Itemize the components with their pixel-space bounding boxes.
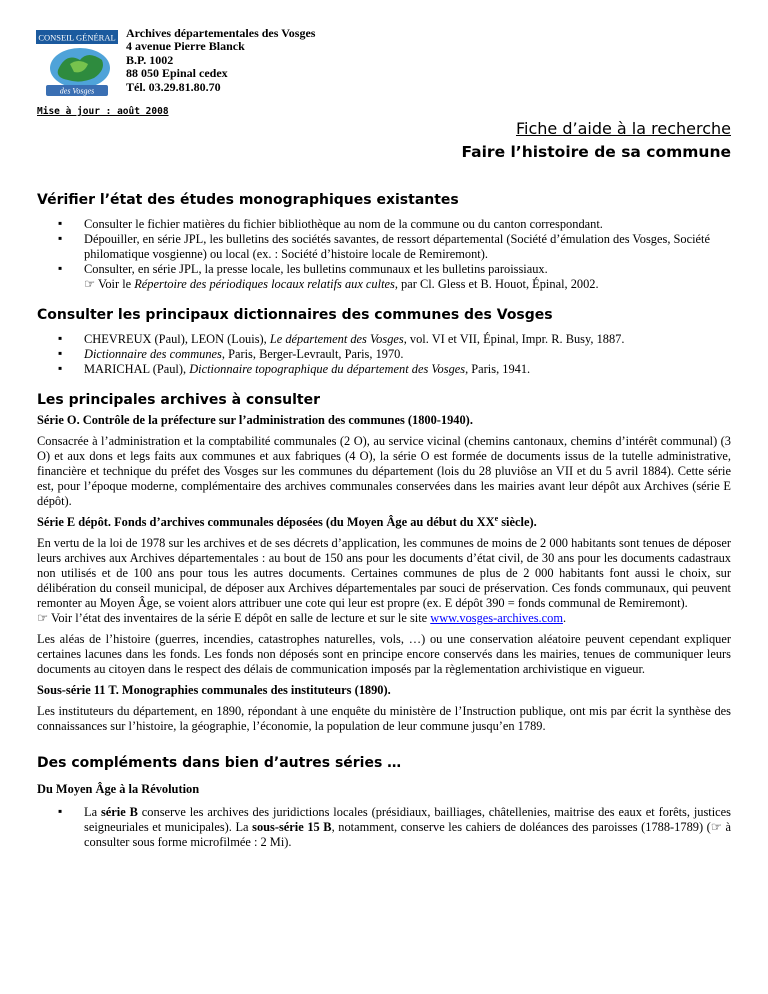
list-item <box>37 362 731 377</box>
reference-note <box>37 277 731 292</box>
item-text: La <box>84 805 101 819</box>
list-item <box>37 332 731 347</box>
item-text: , notamment, conserve les cahiers de doléances des paroisses (1788-1789) (☞ à consulter sous forme microfilmée : 2 Mi). <box>84 820 731 849</box>
note-suffix: , par Cl. Gless et B. Houot, Épinal, 2002. <box>394 277 599 291</box>
address-line: Tél. 03.29.81.80.70 <box>126 79 221 94</box>
section-complements <box>37 754 731 850</box>
period-subheading: Du Moyen Âge à la Révolution <box>37 782 200 796</box>
logo-top-text: CONSEIL GÉNÉRAL <box>38 32 116 43</box>
section-monographies <box>37 191 731 292</box>
section-heading: Les principales archives à consulter <box>37 392 321 408</box>
serie-o-title: Série O. Contrôle de la préfecture sur l’administration des communes (1800-1940). <box>37 413 473 427</box>
item-details: , Paris, Berger-Levrault, Paris, 1970. <box>221 347 404 361</box>
note-suffix: . <box>562 611 567 625</box>
subject-title: Faire l’histoire de sa commune <box>461 143 731 161</box>
bullet-list <box>37 805 731 850</box>
item-title: Le département des Vosges <box>269 332 404 346</box>
item-text: conserve les archives des juridictions locales (présidiaux, bailliages, châtellenies, maitrise des eaux et forêts, justices seigneuriales et municipales). La <box>84 805 731 834</box>
conseil-general-logo <box>36 30 118 98</box>
item-author: CHEVREUX (Paul), LEON (Louis), <box>84 332 270 346</box>
address-line: 4 avenue Pierre Blanck <box>126 39 245 54</box>
item-title: Dictionnaire des communes <box>84 347 222 361</box>
fiche-title: Fiche d’aide à la recherche <box>515 119 731 138</box>
list-item <box>37 805 731 850</box>
item-author: MARICHAL (Paul), <box>84 362 190 376</box>
list-item: ▪ Consulter le fichier matières du fichier bibliothèque au nom de la commune ou du canton correspondant. <box>37 217 731 232</box>
serie-e-title <box>37 515 731 530</box>
logo-bottom-text: des Vosges <box>59 86 95 96</box>
bullet-list <box>37 332 731 377</box>
section-heading: Consulter les principaux dictionnaires des communes des Vosges <box>37 307 553 323</box>
item-details: , vol. VI et VII, Épinal, Impr. R. Busy, 1887. <box>403 332 625 346</box>
serie-e-note <box>37 611 731 626</box>
list-item: ▪ Dépouiller, en série JPL, les bulletins des sociétés savantes, de ressort départemental (Société d’émulation des Vosges, Société philomatique vosgienne) ou local (ex. : Société d’histoire locale de Remiremont). <box>37 232 731 262</box>
update-date: Mise à jour : août 2008 <box>37 106 169 117</box>
section-heading: Vérifier l’état des études monographiques existantes <box>37 192 459 208</box>
item-serie-15b: sous-série 15 B <box>252 820 332 834</box>
note-title: Répertoire des périodiques locaux relatifs aux cultes <box>134 277 395 291</box>
archives-website-link[interactable]: www.vosges-archives.com <box>430 611 563 625</box>
serie-t-title: Sous-série 11 T. Monographies communales des instituteurs (1890). <box>37 683 391 697</box>
item-details: , Paris, 1941. <box>465 362 531 376</box>
note-prefix: ☞ Voir le <box>84 277 135 291</box>
list-item: ▪ Consulter, en série JPL, la presse locale, les bulletins communaux et les bulletins paroissiaux. <box>37 262 731 277</box>
item-title: Dictionnaire topographique du département des Vosges <box>189 362 466 376</box>
bullet-list <box>37 217 731 277</box>
section-heading: Des compléments dans bien d’autres séries … <box>37 755 402 771</box>
aleas-text: Les aléas de l’histoire (guerres, incendies, catastrophes naturelles, vols, …) ou une conservation aléatoire peuvent cependant expliquer certaines lacunes dans les fonds. Les fonds non déposés sont en principe encore conservés dans les mairies, tenues de communiquer leurs documents au citoyen dans le respect des délais de communication imposés par la règlementation archivistique en vigueur. <box>37 632 731 676</box>
note-prefix: ☞ Voir l’état des inventaires de la série E dépôt en salle de lecture et sur le site <box>37 611 431 625</box>
address-line: 88 050 Epinal cedex <box>126 66 228 81</box>
main-content <box>37 191 731 862</box>
address-line: B.P. 1002 <box>126 52 174 67</box>
item-serie-b: série B <box>100 805 138 819</box>
address-line: Archives départementales des Vosges <box>126 26 316 40</box>
serie-t-text: Les instituteurs du département, en 1890, répondant à une enquête du ministère de l’Instruction publique, ont mis par écrit la synthèse des connaissances sur l’histoire, la géographie, l’économie, la population de leur commune jusqu’en 1789. <box>37 704 731 733</box>
serie-e-text: En vertu de la loi de 1978 sur les archives et de ses décrets d’application, les communes de moins de 2 000 habitants sont tenues de déposer leurs archives aux Archives départementales : au bout de 150 ans pour les documents d’état civil, de 30 ans pour les documents cadastraux non utilisés et de 100 ans pour tous les autres documents. Certaines communes de plus de 2 000 habitants font aussi le choix, sur délibération du conseil municipal, de déposer aux Archives départementales par souci de préservation. Ces fonds communaux, qui peuvent remonter au Moyen Âge, se voient alors attribuer une cote qui leur est propre (ex. E dépôt 390 = fonds communal de Remiremont). <box>37 536 731 610</box>
serie-o-text: Consacrée à l’administration et la comptabilité communales (2 O), au service vicinal (chemins cantonaux, chemins d’intérêt communal) (3 O) et aux dons et legs faits aux communes et aux fabriques (4 O), la série O est formée de documents issus de la tutelle administrative, financière et technique du préfet des Vosges sur les communes du département (lois du 28 pluviôse an VII et du 5 avril 1884). Cette série est, pour l’époque moderne, complémentaire des archives communales conservées dans les mairies avant leur dépôt aux Archives (série E dépôt). <box>37 434 731 508</box>
serie-e-title-sup: e <box>494 513 499 523</box>
serie-e-title-end: siècle). <box>498 515 537 529</box>
section-dictionnaires <box>37 306 731 377</box>
address-block <box>126 27 315 94</box>
list-item <box>37 347 731 362</box>
section-archives <box>37 391 731 734</box>
serie-e-title-text: Série E dépôt. Fonds d’archives communales déposées (du Moyen Âge au début du XX <box>37 515 495 529</box>
